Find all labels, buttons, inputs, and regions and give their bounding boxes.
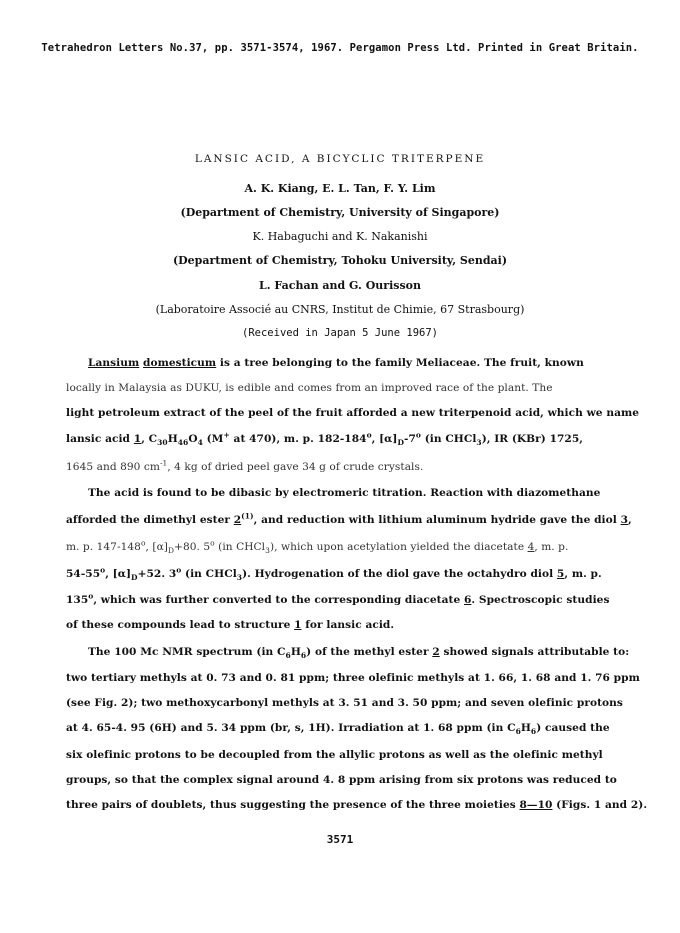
body-line: two tertiary methyls at 0. 73 and 0. 81 ppm; three olefinic methyls at 1. 66, 1. 68 and 1. 76 ppm xyxy=(66,672,640,684)
body-line: The acid is found to be dibasic by electromeric titration. Reaction with diazomethane xyxy=(88,487,601,499)
body-line: three pairs of doublets, thus suggesting the presence of the three moieties 8—10 (Figs. 1 and 2). xyxy=(66,799,648,811)
body-line: 135$^o$, which was further converted to the corresponding diacetate 6. Spectroscopic studies xyxy=(66,591,610,606)
compound-ref: 4 xyxy=(527,541,535,553)
compound-ref: 1 xyxy=(133,433,142,445)
page-number: 3571 xyxy=(326,833,354,846)
body-line: six olefinic protons to be decoupled from the allylic protons as well as the olefinic methyl xyxy=(66,749,603,761)
author-group-2: K. Habaguchi and K. Nakanishi xyxy=(252,230,428,243)
running-header: Tetrahedron Letters No.37, pp. 3571-3574, 1967. Pergamon Press Ltd. Printed in Great Britain. xyxy=(41,42,639,54)
body-line: 1645 and 890 $cm^{-1}$, 4 kg of dried peel gave 34 g of crude crystals. xyxy=(66,458,424,473)
compound-ref: 6 xyxy=(463,594,472,606)
body-line: at 4. 65-4. 95 (6H) and 5. 34 ppm (br, s, 1H). Irradiation at 1. 68 ppm (in $C_6H_6$) caused the xyxy=(66,722,610,737)
genus-name: Lansium xyxy=(88,357,140,369)
compound-ref: 1 xyxy=(294,619,302,631)
body-line: groups, so that the complex signal around 4. 8 ppm arising from six protons was reduced to xyxy=(66,774,617,786)
body-line: m. p. 147-148$^o$, $[\alpha]_D+80$. 5$^o$ (in CHCl$_3$), which upon acetylation yielded the diacetate 4, m. p. xyxy=(66,538,569,556)
body-line: 54-55$^o$, $[\alpha]_D+52$. 3$^o$ (in CHCl$_3$). Hydrogenation of the diol gave the octahydro diol 5, m. p. xyxy=(66,565,602,583)
body-line: light petroleum extract of the peel of the fruit afforded a new triterpenoid acid, which we name xyxy=(66,407,640,419)
compound-ref: 2 xyxy=(432,646,440,658)
body-line: of these compounds lead to structure 1 for lansic acid. xyxy=(66,619,395,631)
body-line: The 100 Mc NMR spectrum (in $C_6H_6$) of the methyl ester 2 showed signals attributable to: xyxy=(88,646,630,661)
footnote-ref: (1) xyxy=(241,511,254,521)
affiliation-3: (Laboratoire Associé au CNRS, Institut de Chimie, 67 Strasbourg) xyxy=(155,303,525,316)
body-line xyxy=(88,357,614,369)
affiliation-2: (Department of Chemistry, Tohoku University, Sendai) xyxy=(172,254,508,267)
body-line: locally in Malaysia as DUKU, is edible and comes from an improved race of the plant. The xyxy=(66,382,553,394)
compound-ref: 3 xyxy=(620,514,628,526)
affiliation-1: (Department of Chemistry, University of Singapore) xyxy=(180,206,500,219)
author-group-3: L. Fachan and G. Ourisson xyxy=(259,279,421,292)
article-title: LANSIC ACID, A BICYCLIC TRITERPENE xyxy=(194,153,486,165)
species-name: domesticum xyxy=(143,357,217,369)
compound-ref: 5 xyxy=(556,568,565,580)
compound-ref: 8—10 xyxy=(519,799,553,811)
body-line: afforded the dimethyl ester 2$^{(1)}$, and reduction with lithium aluminum hydride gave the diol 3, xyxy=(66,511,632,526)
received-date: (Received in Japan 5 June 1967) xyxy=(242,327,438,339)
body-text: is a tree belonging to the family Meliaceae. The fruit, known xyxy=(216,357,584,369)
body-line: lansic acid 1, $C_{30}H_{46}O_4$ (M+ at 470), m. p. 182-184$^o$, $[\alpha]_D-7^o$ (in CHCl$_3$), IR (KBr) 1725, xyxy=(66,430,584,448)
body-line: (see Fig. 2); two methoxycarbonyl methyls at 3. 51 and 3. 50 ppm; and seven olefinic protons xyxy=(66,697,623,709)
compound-ref: 2 xyxy=(233,514,242,526)
author-group-1: A. K. Kiang, E. L. Tan, F. Y. Lim xyxy=(244,182,436,195)
